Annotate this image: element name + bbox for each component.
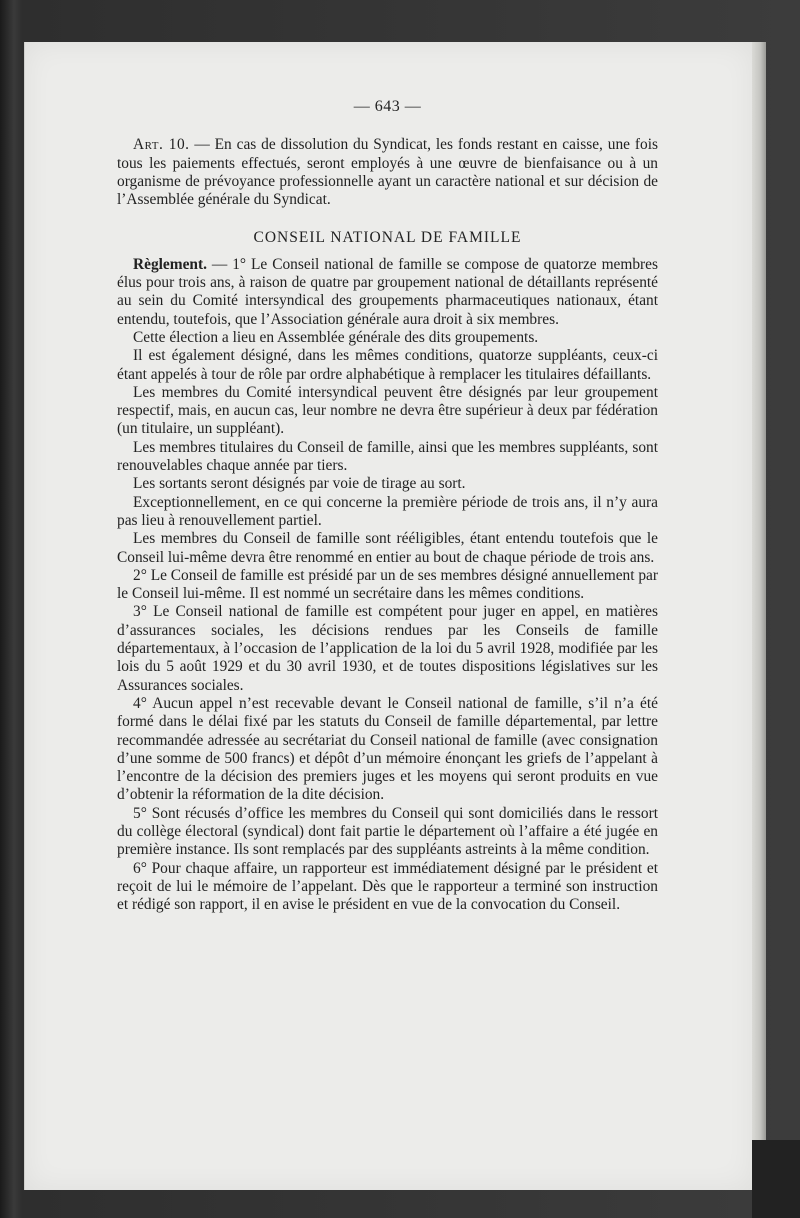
article-text: — En cas de dissolution du Syndicat, les fonds restant en caisse, une fois tous les paiements effectués, seront employés à une œuvre de bienfaisance ou à un organisme de prévoyance professionnelle ayant un caractère national et sur décision de l’Assemblée générale du Syndicat. xyxy=(117,136,658,209)
paragraph-1 xyxy=(117,256,658,329)
paragraph-2: Cette élection a lieu en Assemblée générale des dits groupements. xyxy=(133,328,539,346)
article-10 xyxy=(117,136,658,209)
paragraph-4: Les membres du Comité intersyndical peuvent être désignés par leur groupement respectif, mais, en aucun cas, leur nombre ne devra être supérieur à deux par fédération (un titulaire, un suppléant). xyxy=(117,383,658,438)
paragraph-text: — 1° Le Conseil national de famille se compose de quatorze membres élus pour trois ans, à raison de quatre par groupement national de détaillants représenté au sein du Comité intersyndical des groupements pharmaceutiques nationaux, étant entendu, toutefois, que l’Association générale aura droit à six membres. xyxy=(117,255,658,328)
paragraph-9: 2° Le Conseil de famille est présidé par un de ses membres désigné annuellement par le Conseil lui-même. Il est nommé un secrétaire dans les mêmes conditions. xyxy=(117,566,658,603)
reglement-label: Règlement. xyxy=(133,255,207,273)
paragraph-11: 4° Aucun appel n’est recevable devant le Conseil national de famille, s’il n’a été formé dans le délai fixé par les statuts du Conseil de famille départemental, par lettre recommandée adressée au secrétariat du Conseil national de famille (avec consignation d’une somme de 500 francs) et dépôt d’un mémoire énonçant les griefs de l’appelant à l’encontre de la décision des premiers juges et les moyens qui seront produits en vue d’obtenir la réformation de la dite décision. xyxy=(117,694,658,804)
page-number: — 643 — xyxy=(353,98,422,115)
page-edge xyxy=(752,42,766,1190)
paragraph-3: Il est également désigné, dans les mêmes conditions, quatorze suppléants, ceux-ci étant appelés à tour de rôle par ordre alphabétique à remplacer les titulaires défaillants. xyxy=(117,347,658,383)
paragraph-6: Les sortants seront désignés par voie de tirage au sort. xyxy=(133,475,466,493)
article-label: Art. 10. xyxy=(133,136,190,154)
paragraph-13: 6° Pour chaque affaire, un rapporteur est immédiatement désigné par le président et reçoit de lui le mémoire de l’appelant. Dès que le rapporteur a terminé son instruction et rédigé son rapport, il en avise le président en vue de la convocation du Conseil. xyxy=(117,859,658,914)
section-title: CONSEIL NATIONAL DE FAMILLE xyxy=(253,229,522,247)
paragraph-5: Les membres titulaires du Conseil de famille, ainsi que les membres suppléants, sont renouvelables chaque année par tiers. xyxy=(117,438,658,475)
page-content xyxy=(117,98,658,914)
scan-corner xyxy=(752,1140,800,1218)
paragraph-12: 5° Sont récusés d’office les membres du Conseil qui sont domiciliés dans le ressort du collège électoral (syndical) dont fait partie le département où l’affaire a été jugée en première instance. Ils sont remplacés par des suppléants astreints à la même condition. xyxy=(117,804,658,859)
paragraph-7: Exceptionnellement, en ce qui concerne la première période de trois ans, il n’y aura pas lieu à renouvellement partiel. xyxy=(117,493,658,529)
paragraph-8: Les membres du Conseil de famille sont rééligibles, étant entendu toutefois que le Conseil lui-même devra être renommé en entier au bout de chaque période de trois ans. xyxy=(117,530,658,566)
paragraph-10: 3° Le Conseil national de famille est compétent pour juger en appel, en matières d’assurances sociales, les décisions rendues par les Conseils de famille départementaux, à l’occasion de l’application de la loi du 5 avril 1928, modifiée par les lois du 5 août 1929 et du 30 avril 1930, et de toutes dispositions législatives sur les Assurances sociales. xyxy=(117,603,658,694)
